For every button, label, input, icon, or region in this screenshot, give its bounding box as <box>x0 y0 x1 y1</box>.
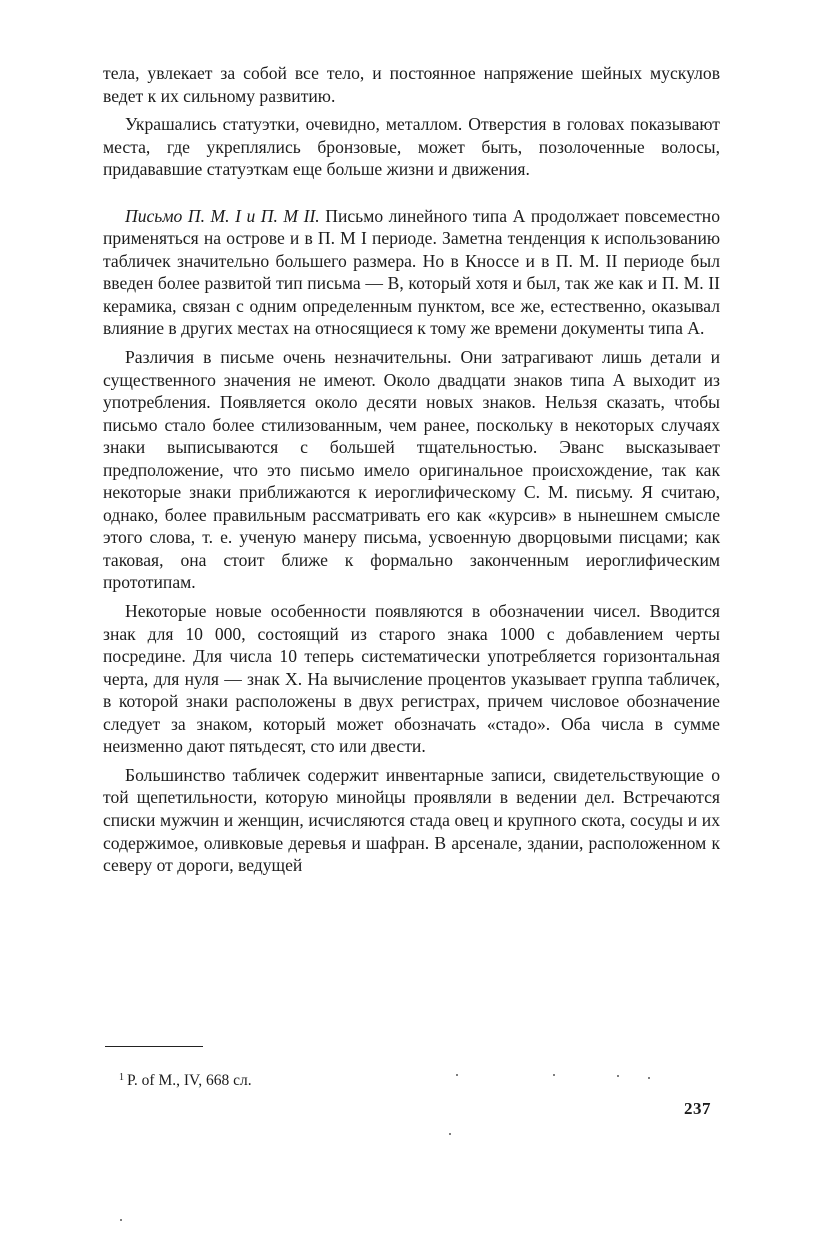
footnote-marker: 1 <box>119 1072 124 1083</box>
paragraph-2 <box>103 113 720 181</box>
paragraph-2-text: Украшались статуэтки, очевидно, металлом. Отверстия в головах показывают места, где укреплялись бронзовые, может быть, позолоченные волосы, придававшие статуэткам еще больше жизни и движения. <box>103 114 720 180</box>
paragraph-4 <box>103 346 720 594</box>
paragraph-6 <box>103 764 720 877</box>
scan-speck <box>456 1074 458 1076</box>
footnote <box>119 1068 252 1091</box>
scan-speck <box>648 1077 650 1079</box>
paragraph-1: тела, увлекает за собой все тело, и постоянное напряжение шейных мускулов ведет к их сильному развитию. <box>103 63 720 106</box>
paragraph-4-text: Различия в письме очень незначительны. Они затрагивают лишь детали и существенного значения не имеют. Около двадцати знаков типа А выходит из употребления. Появляется около десяти новых знаков. Нельзя сказать, чтобы письмо стало более стилизованным, чем ранее, поскольку в некоторых случаях знаки выписываются с большей тщательностью. Эванс высказывает предположение, что это письмо имело оригинальное происхождение, так как некоторые знаки приближаются к иероглифическому С. М. письму. Я считаю, однако, более правильным рассматривать его как «курсив» в нынешнем смысле этого слова, т. е. ученую манеру письма, усвоенную дворцовыми писцами; как таковая, она стоит ближе к формально законченным иероглифическим прототипам. <box>103 347 720 593</box>
scan-speck <box>553 1074 555 1076</box>
paragraph-6-text: Большинство табличек содержит инвентарные записи, свидетельствующие о той щепетильности, которую минойцы проявляли в ведении дел. Встречаются списки мужчин и женщин, исчисляются стада овец и крупного скота, сосуды и их содержимое, оливковые деревья и шафран. В арсенале, здании, расположенном к северу от дороги, ведущей <box>103 764 720 876</box>
footnote-divider <box>105 1046 203 1047</box>
page-body <box>103 62 720 877</box>
section-heading: Письмо П. М. I и П. М II. <box>125 205 320 226</box>
paragraph-5 <box>103 600 720 758</box>
page-number: 237 <box>684 1099 711 1118</box>
scan-speck <box>120 1219 122 1221</box>
paragraph-3 <box>103 205 720 340</box>
paragraph-5-text: Некоторые новые особенности появляются в обозначении чисел. Вводится знак для 10 000, состоящий из старого знака 1000 с добавлением черты посредине. Для числа 10 теперь систематически употребляется горизонтальная черта, для нуля — знак X. На вычисление процентов указывает группа табличек, в которой знаки расположены в двух регистрах, причем числовое обозначение следует за знаком, который может обозначать «стадо». Оба числа в сумме неизменно дают пятьдесят, сто или двести. <box>103 601 720 757</box>
footnote-text: P. of M., IV, 668 сл. <box>127 1072 252 1089</box>
scan-speck <box>449 1133 451 1135</box>
paragraph-3-text: Письмо линейного типа А продолжает повсеместно применяться на острове и в П. М I периоде. Заметна тенденция к использованию табличек значительно большего размера. Но в Кноссе и в П. М. II периоде был введен более развитой тип письма — В, который хотя и был, так же как и П. М. II керамика, связан с одним определенным пунктом, все же, естественно, оказывал влияние в других местах на относящиеся к тому же времени документы типа А. <box>103 205 720 339</box>
scan-speck <box>617 1075 619 1077</box>
